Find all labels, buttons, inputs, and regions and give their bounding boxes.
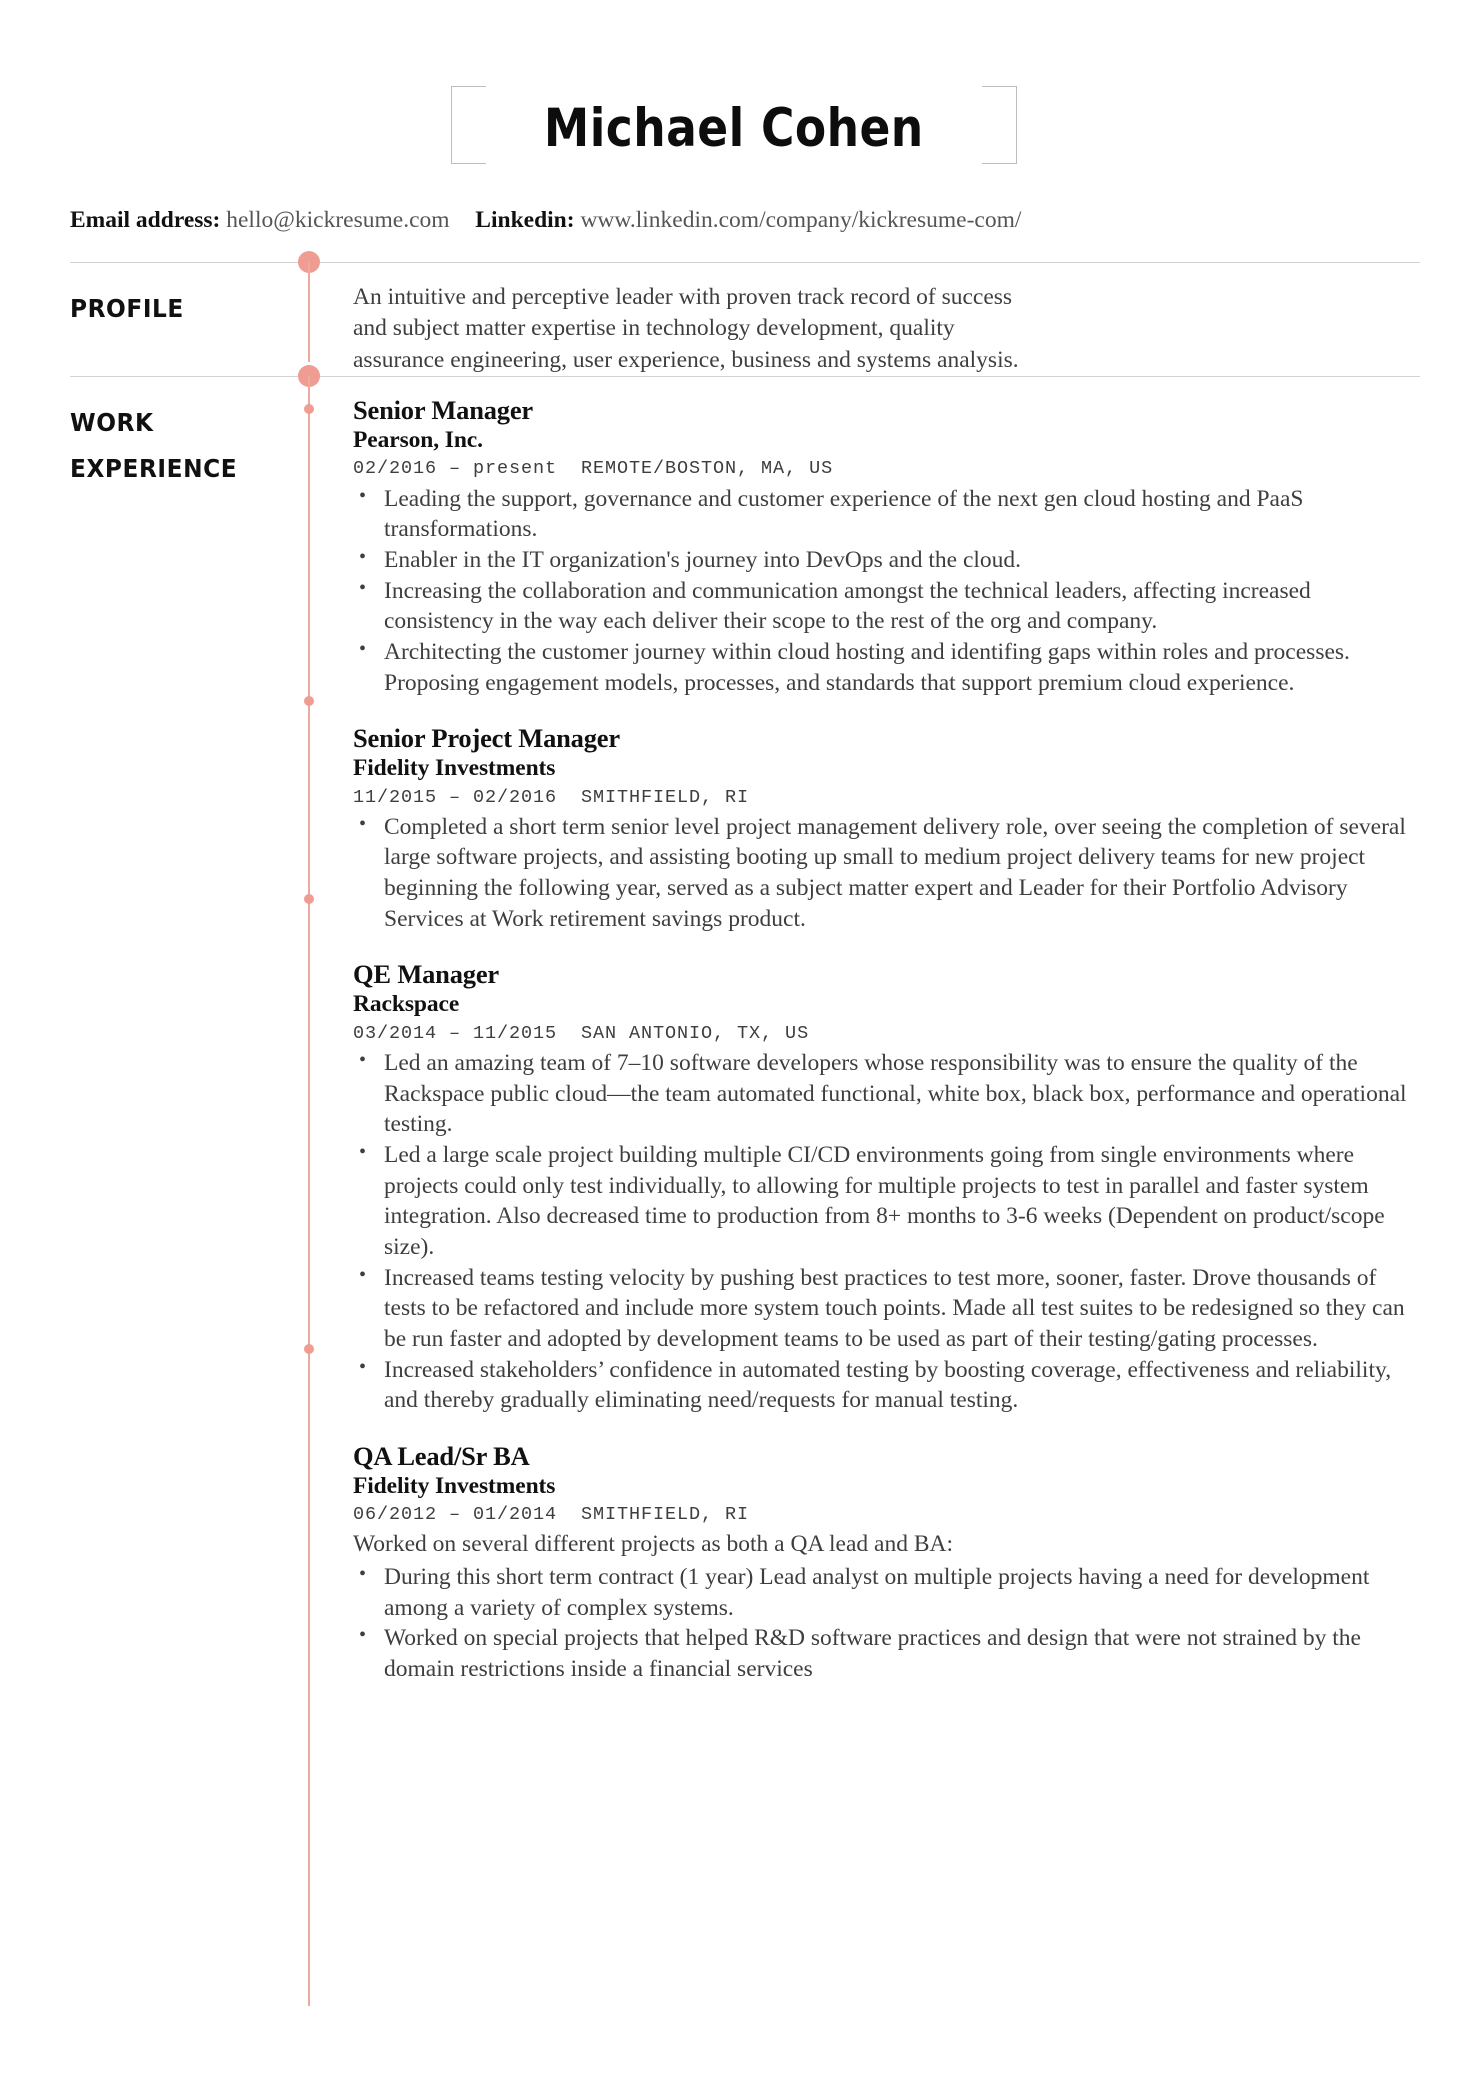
job-meta [353, 458, 1418, 480]
bracket-left-decoration [451, 86, 486, 164]
email-value[interactable]: hello@kickresume.com [226, 207, 450, 233]
job-bullet: • Enabler in the IT organization's journey into DevOps and the cloud. [353, 545, 1418, 576]
job-bullet-list [353, 484, 1418, 699]
section-work-content [285, 376, 1468, 1685]
job-bullet: • Led an amazing team of 7–10 software developers whose responsibility was to ensure the quality of the Rackspace public cloud—the team automated functional, white box, black box, performance and operational testing. [353, 1048, 1418, 1140]
job-bullet: • Led a large scale project building multiple CI/CD environments going from single environments where projects could only test individually, to allowing for multiple projects to test in parallel and faster system integration. Also decreased time to production from 8+ months to 3-6 weeks (Dependent on product/scope size). [353, 1140, 1418, 1263]
section-profile [0, 262, 1468, 376]
job-title: Senior Manager [353, 394, 533, 425]
section-profile-sidebar [0, 262, 285, 376]
job-entry [353, 396, 1418, 698]
job-dates: 03/2014 – 11/2015 [353, 1022, 558, 1044]
job-bullet: • Increased teams testing velocity by pushing best practices to test more, sooner, faster. Drove thousands of tests to be refactored and include more system touch points. Made all test suites to be redesigned so they can be run faster and adopted by development teams to be used as part of their testing/gating processes. [353, 1263, 1418, 1355]
job-bullet: • Completed a short term senior level project management delivery role, over seeing the completion of several large software projects, and assisting booting up small to medium project delivery teams for new project beginning the following year, served as a subject matter expert and Leader for their Portfolio Advisory Services at Work retirement savings product. [353, 812, 1418, 935]
job-location: SMITHFIELD, RI [581, 1504, 750, 1526]
job-bullet: • Leading the support, governance and customer experience of the next gen cloud hosting and PaaS transformations. [353, 484, 1418, 545]
email-label: Email address: [70, 207, 221, 233]
profile-summary-text: An intuitive and perceptive leader with proven track record of success and subject matter expertise in technology development, quality assurance engineering, user experience, business and systems analysis. [353, 284, 1019, 373]
job-bullet-list [353, 1562, 1418, 1685]
job-location: SMITHFIELD, RI [581, 786, 750, 808]
contact-line [0, 206, 1468, 234]
job-meta [353, 1504, 1418, 1526]
job-dates: 02/2016 – present [353, 458, 558, 480]
job-lead-text: Worked on several different projects as both a QA lead and BA: [353, 1530, 954, 1557]
section-title-work-line2: EXPERIENCE [70, 454, 238, 484]
job-entry [353, 1442, 1418, 1685]
job-company: Pearson, Inc. [353, 426, 483, 453]
bracket-right-decoration [982, 86, 1017, 164]
job-location: REMOTE/BOSTON, MA, US [581, 458, 834, 480]
resume-body [0, 262, 1468, 1685]
job-entry [353, 724, 1418, 934]
job-company: Fidelity Investments [353, 754, 556, 781]
job-company: Fidelity Investments [353, 1472, 556, 1499]
job-company: Rackspace [353, 991, 460, 1018]
job-dates: 06/2012 – 01/2014 [353, 1504, 558, 1526]
job-bullet-list [353, 1048, 1418, 1416]
job-dates: 11/2015 – 02/2016 [353, 786, 558, 808]
job-bullet: • Increasing the collaboration and communication amongst the technical leaders, affecting increased consistency in the way each deliver their scope to the rest of the org and company. [353, 576, 1418, 637]
job-entry [353, 960, 1418, 1416]
section-title-profile: PROFILE [70, 294, 184, 324]
section-work [0, 376, 1468, 1685]
section-title-work-line1: WORK [70, 407, 154, 437]
job-title: QA Lead/Sr BA [353, 1440, 530, 1471]
job-title: QE Manager [353, 959, 499, 990]
job-bullet: • Architecting the customer journey within cloud hosting and identifing gaps within roles and processes. Proposing engagement models, processes, and standards that support premium cloud experience. [353, 637, 1418, 698]
job-meta [353, 1023, 1418, 1045]
linkedin-label: Linkedin: [475, 207, 575, 233]
job-bullet: • During this short term contract (1 year) Lead analyst on multiple projects having a need for development among a variety of complex systems. [353, 1562, 1418, 1623]
linkedin-value[interactable]: www.linkedin.com/company/kickresume-com/ [580, 207, 1022, 233]
section-profile-content [285, 262, 1468, 376]
section-work-sidebar [0, 376, 285, 1685]
job-bullet-list [353, 812, 1418, 935]
resume-header [0, 0, 1468, 234]
name-block [451, 86, 1017, 169]
candidate-name: Michael Cohen [544, 98, 924, 159]
job-meta [353, 787, 1418, 809]
job-bullet: • Increased stakeholders’ confidence in automated testing by boosting coverage, effectiveness and reliability, and thereby gradually eliminating need/requests for manual testing. [353, 1355, 1418, 1416]
job-location: SAN ANTONIO, TX, US [581, 1022, 810, 1044]
job-title: Senior Project Manager [353, 723, 620, 754]
job-bullet: • Worked on special projects that helped R&D software practices and design that were not strained by the domain restrictions inside a financial services [353, 1623, 1418, 1684]
section-work-wrapper [0, 376, 1468, 1685]
